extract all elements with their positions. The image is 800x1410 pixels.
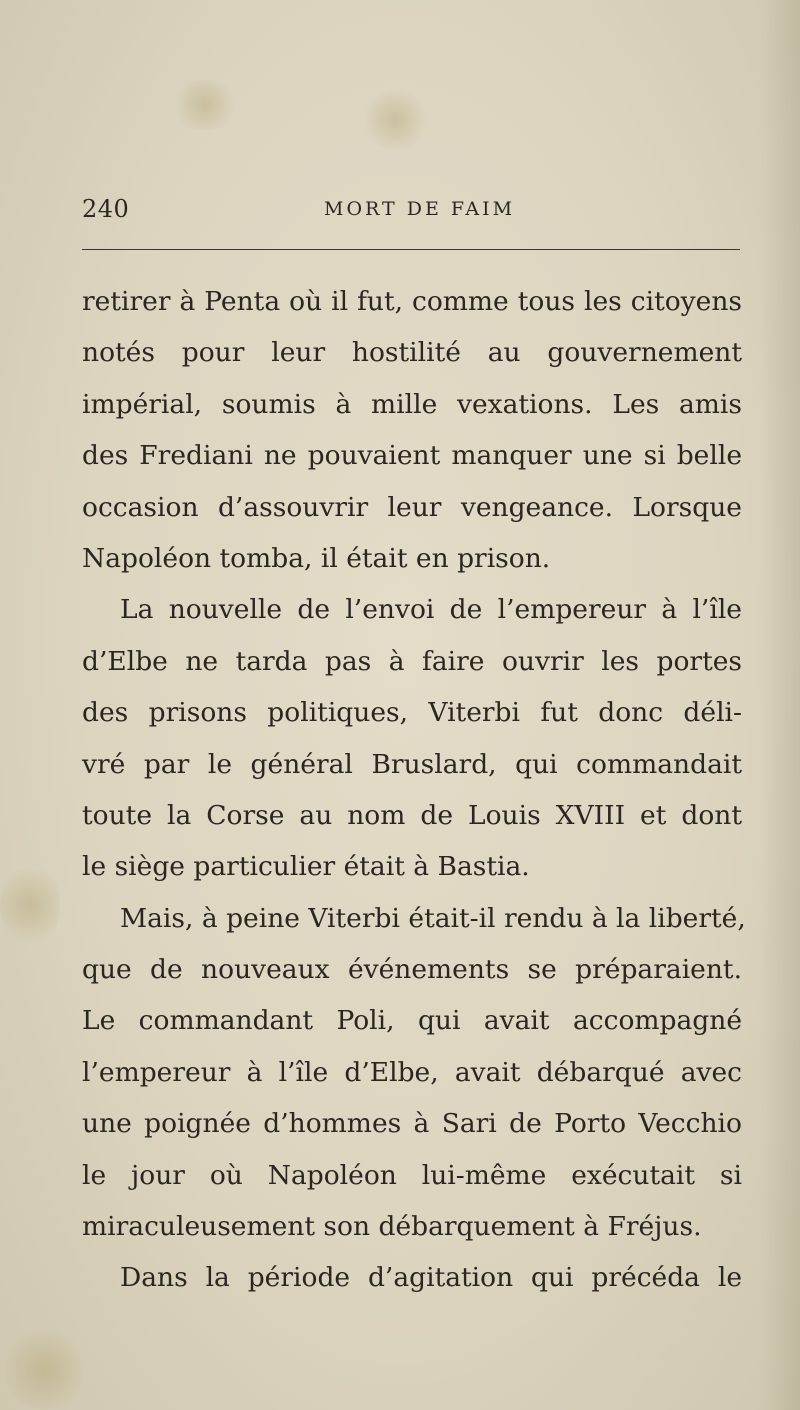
text-line: une poignée d’hommes à Sari de Porto Vecchio: [82, 1108, 742, 1140]
text-line: Mais, à peine Viterbi était-il rendu à la liberté,: [120, 902, 746, 934]
running-title: MORT DE FAIM: [324, 198, 516, 220]
text-line: l’empereur à l’île d’Elbe, avait débarqué avec: [82, 1056, 742, 1088]
text-line: des Frediani ne pouvaient manquer une si belle: [82, 440, 742, 472]
text-line: Dans la période d’agitation qui précéda le: [120, 1262, 742, 1294]
text-line: impérial, soumis à mille vexations. Les amis: [82, 388, 742, 420]
running-head: [82, 195, 722, 229]
page-number: 240: [82, 195, 130, 223]
text-line: notés pour leur hostilité au gouvernement: [82, 337, 742, 369]
text-line: que de nouveaux événements se préparaient.: [82, 954, 742, 986]
body-text: [82, 276, 746, 1304]
text-line: miraculeusement son débarquement à Fréjus.: [82, 1211, 702, 1243]
text-line: des prisons politiques, Viterbi fut donc déli-: [82, 697, 742, 729]
text-line: occasion d’assouvrir leur vengeance. Lorsque: [82, 491, 742, 523]
paper-stain: [170, 80, 240, 130]
text-line: La nouvelle de l’envoi de l’empereur à l’île: [120, 594, 742, 626]
text-line: le siège particulier était à Bastia.: [82, 851, 530, 883]
paper-stain: [0, 1330, 90, 1410]
text-line: Le commandant Poli, qui avait accompagné: [82, 1005, 742, 1037]
text-line: Napoléon tomba, il était en prison.: [82, 542, 551, 574]
header-rule: [82, 249, 740, 250]
page-edge-shadow: [760, 0, 800, 1410]
text-line: le jour où Napoléon lui-même exécutait si: [82, 1159, 742, 1191]
text-line: retirer à Penta où il fut, comme tous les citoyens: [82, 286, 742, 317]
text-line: toute la Corse au nom de Louis XVIII et dont: [82, 799, 742, 831]
text-line: vré par le général Bruslard, qui commandait: [82, 748, 742, 780]
paper-stain: [0, 860, 60, 950]
paper-stain: [360, 90, 430, 150]
text-line: d’Elbe ne tarda pas à faire ouvrir les portes: [82, 645, 742, 677]
